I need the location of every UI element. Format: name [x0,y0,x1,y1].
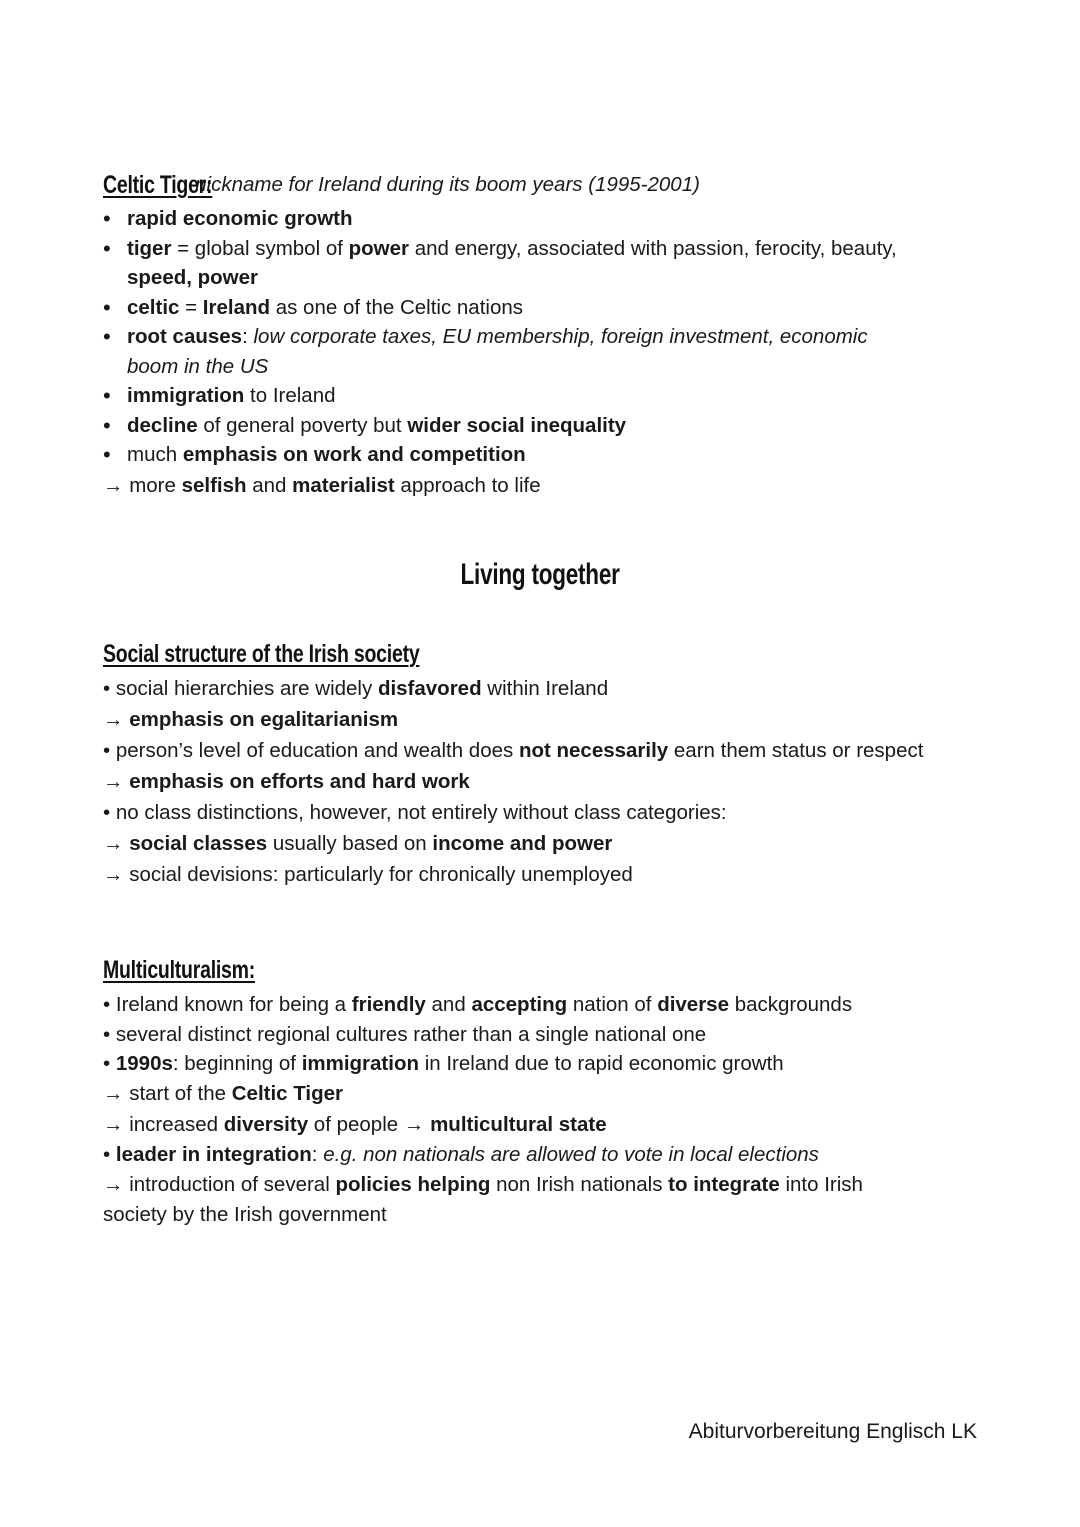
text: • person’s level of education and wealth does [103,739,519,762]
text: → introduction of several [103,1173,336,1196]
text: and [425,993,472,1016]
multiculturalism-heading: Multiculturalism: [103,955,256,984]
arrow-line [103,704,1003,735]
term: diversity [223,1113,309,1136]
arrow-line [103,859,1003,890]
bullet-icon: • [103,235,111,261]
list-item [103,673,1003,704]
term: multicultural state [430,1113,607,1136]
list-item [103,322,1003,352]
text: → increased [103,1113,224,1136]
arrow-line [103,470,1003,501]
term: power [348,236,410,260]
bullet-icon: • [103,412,111,438]
text: : [311,1143,324,1166]
list-item [103,381,1003,411]
text: within Ireland [481,677,609,700]
term: not necessarily [518,739,669,762]
celtic-tiger-section [103,168,1003,501]
text: of general poverty but [197,413,408,437]
bullet-text: rapid economic growth [127,207,353,230]
list-item-continuation [103,263,1003,293]
text: → [103,832,130,855]
living-together-title: Living together [460,558,620,591]
text: and [246,473,293,497]
bullet-icon: • [103,442,111,467]
bullet-icon: • [103,383,111,408]
term: emphasis on work and competition [182,443,526,466]
list-item [103,735,1003,766]
text: society by the Irish government [103,1203,387,1226]
bullet-icon: • [103,206,111,231]
text: • Ireland known for being a [103,993,352,1016]
term: diverse [657,993,729,1016]
list-item [103,1049,1003,1078]
text: of people → [308,1113,431,1136]
term: emphasis on efforts and hard work [129,770,470,793]
social-structure-heading-row [103,637,1003,671]
term: social classes [129,832,268,855]
text: • social hierarchies are widely [103,677,378,700]
list-item [103,1020,1003,1049]
term: disfavored [377,677,482,700]
list-item [103,293,1003,323]
arrow-line [103,1078,1003,1109]
list-item [103,797,1003,828]
multiculturalism-heading-row [103,953,1003,987]
list-item [103,204,1003,234]
text: into Irish [779,1173,863,1196]
arrow-line [103,766,1003,797]
term: wider social inequality [407,413,627,437]
term: friendly [351,993,426,1016]
list-item [103,411,1003,441]
text: earn them status or respect [668,739,924,762]
term: income and power [432,832,613,855]
term: tiger [127,236,172,260]
text: and energy, associated with passion, ferocity, beauty, [409,236,897,260]
text: in Ireland due to rapid economic growth [419,1052,784,1075]
text: → more [103,473,182,497]
footer-label: Abiturvorbereitung Englisch LK [688,1420,977,1443]
term: decline [127,413,198,437]
term: Ireland [202,295,271,319]
text: much [127,443,183,466]
term: speed, power [127,266,259,289]
text: → start of the [103,1082,232,1105]
term: immigration [301,1052,420,1075]
term: emphasis on egalitarianism [129,708,399,731]
living-together-title-row [0,558,1080,592]
list-item [103,989,1003,1020]
list-item-continuation [103,1200,1003,1229]
arrow-line [103,828,1003,859]
list-item [103,234,1003,264]
term: accepting [471,993,568,1016]
text: e.g. non nationals are allowed to vote in local elections [323,1143,819,1166]
text: usually based on [267,832,433,855]
text: : beginning of [172,1052,302,1075]
arrow-line [103,1169,1003,1200]
text: non Irish nationals [490,1173,669,1196]
multiculturalism-section [103,953,1003,1229]
text: = global symbol of [171,236,349,260]
bullet-icon: • [103,294,111,320]
text: as one of the Celtic nations [270,295,524,319]
text: • several distinct regional cultures rather than a single national one [103,1023,707,1046]
celtic-tiger-heading-row [103,168,1003,202]
term: celtic [127,295,180,319]
text: backgrounds [729,993,853,1016]
text: low corporate taxes, EU membership, foreign investment, economic [253,325,868,348]
text: • [103,1143,116,1166]
social-structure-section [103,637,1003,890]
list-item [103,1140,1003,1169]
term: selfish [181,473,247,497]
text: to Ireland [244,384,336,407]
term: leader in integration [115,1143,312,1166]
text: • [103,1052,116,1075]
text: • no class distinctions, however, not entirely without class categories: [103,801,727,824]
term: to integrate [668,1173,780,1196]
text: → social devisions: particularly for chronically unemployed [103,863,633,886]
list-item [103,440,1003,470]
text: → [103,770,130,793]
text: approach to life [394,473,541,497]
term: policies helping [335,1173,491,1196]
list-item-continuation [103,352,1003,382]
term: Celtic Tiger [231,1082,344,1105]
social-structure-heading: Social structure of the Irish society [103,639,420,668]
text: nation of [567,993,658,1016]
term: root causes [127,325,243,348]
text: : [242,325,254,348]
arrow-line [103,1109,1003,1140]
term: materialist [292,473,395,497]
term: immigration [127,384,245,407]
celtic-tiger-heading: Celtic Tiger: [103,170,213,199]
celtic-tiger-definition: nickname for Ireland during its boom years (1995-2001) [195,173,700,196]
text: boom in the US [127,354,269,378]
text: → [103,708,130,731]
text: = [179,295,203,319]
term: 1990s [115,1052,173,1075]
bullet-icon: • [103,324,111,349]
